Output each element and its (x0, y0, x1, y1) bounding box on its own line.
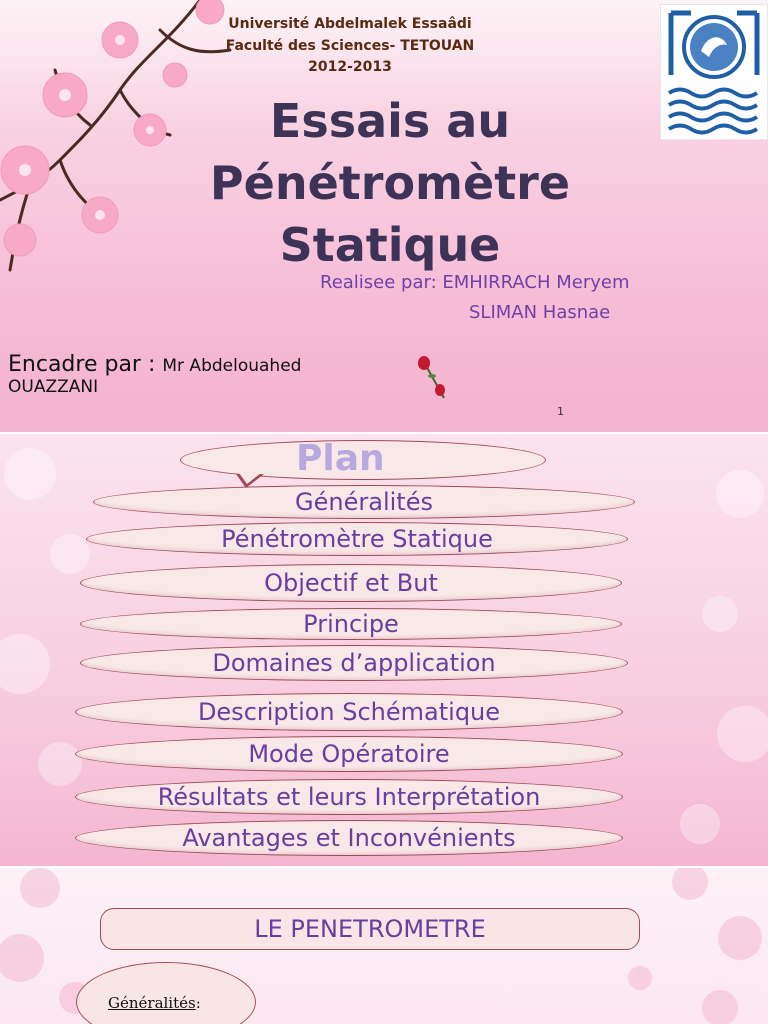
plan-item-domaines[interactable]: Domaines d’application (80, 645, 628, 681)
university-logo-icon (661, 5, 767, 139)
author-line-1: Realisee par: EMHIRRACH Meryem (320, 272, 630, 293)
plan-item-resultats[interactable]: Résultats et leurs Interprétation (75, 779, 623, 815)
penetrometre-slide (0, 868, 768, 1024)
supervisor-prefix: Encadre par : (8, 352, 163, 377)
academic-year: 2012-2013 (308, 59, 392, 75)
plan-item-description[interactable]: Description Schématique (75, 693, 623, 731)
rose-icon (414, 354, 454, 402)
author-line-2: SLIMAN Hasnae (469, 302, 611, 323)
university-name: Université Abdelmalek Essaâdi (228, 16, 472, 32)
section-heading: LE PENETROMETRE (100, 908, 640, 950)
plan-title: Plan (296, 438, 385, 479)
faculty-name: Faculté des Sciences- TETOUAN (225, 38, 475, 54)
plan-item-principe[interactable]: Principe (80, 608, 622, 640)
plan-item-objectif-but[interactable]: Objectif et But (80, 564, 622, 602)
supervisor-block (8, 352, 408, 397)
plan-item-generalites[interactable]: Généralités (93, 485, 635, 519)
title-slide (0, 0, 768, 432)
supervisor-name-line-1: Mr Abdelouahed (162, 356, 302, 376)
slide-number: 1 (557, 405, 564, 418)
title-line-2: Pénétromètre (209, 156, 571, 210)
plan-item-avantages[interactable]: Avantages et Inconvénients (75, 820, 623, 856)
plan-item-penetrometre-statique[interactable]: Pénétromètre Statique (86, 522, 628, 556)
plan-item-mode-operatoire[interactable]: Mode Opératoire (75, 736, 623, 772)
title-line-3: Statique (279, 218, 501, 272)
supervisor-name-line-2: OUAZZANI (8, 377, 99, 397)
generalites-label: Généralités: (108, 994, 201, 1012)
university-logo (660, 4, 768, 140)
plan-slide (0, 434, 768, 866)
title-line-1: Essais au (269, 94, 511, 148)
